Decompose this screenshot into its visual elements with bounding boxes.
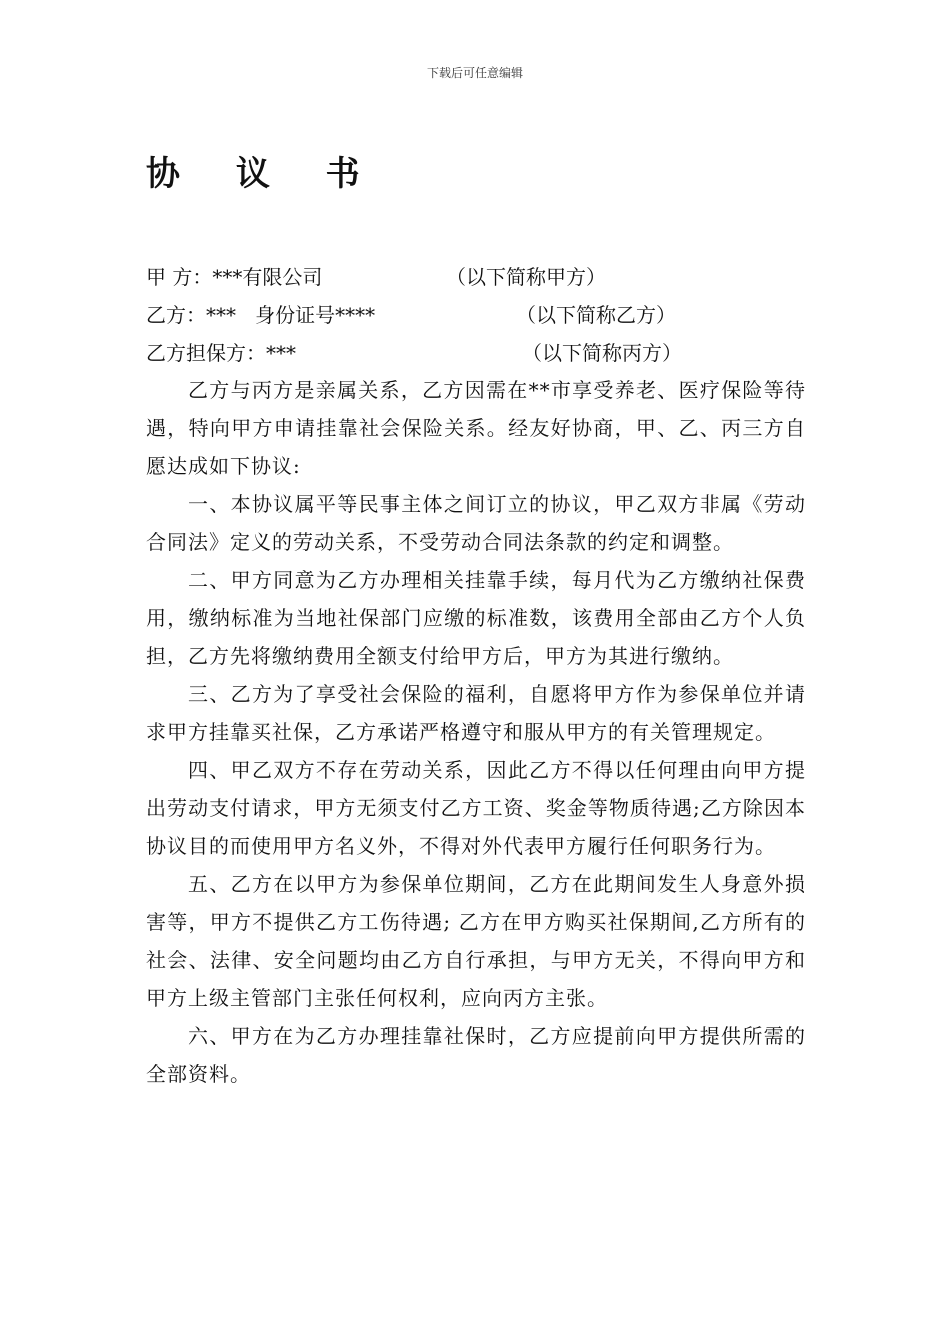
party-a-desc: （以下简称甲方） <box>446 265 606 289</box>
party-a-label: 甲 方：***有限公司 <box>146 265 323 289</box>
document-title: 协 议 书 <box>146 154 382 194</box>
agreement-body <box>146 371 806 1093</box>
clause-3: 三、乙方为了享受社会保险的福利，自愿将甲方作为参保单位并请求甲方挂靠买社保，乙方承诺严格遵守和服从甲方的有关管理规定。 <box>146 682 806 744</box>
intro-paragraph: 乙方与丙方是亲属关系，乙方因需在**市享受养老、医疗保险等待遇，特向甲方申请挂靠社会保险关系。经友好协商，甲、乙、丙三方自愿达成如下协议: <box>146 378 806 478</box>
party-c-desc: （以下简称丙方） <box>522 341 682 365</box>
party-a-line <box>146 258 606 296</box>
party-b-label: 乙方：*** 身份证号**** <box>146 303 376 327</box>
party-b-line <box>146 296 676 334</box>
party-c-label: 乙方担保方：*** <box>146 341 296 365</box>
party-b-desc: （以下简称乙方） <box>516 303 676 327</box>
clause-2: 二、甲方同意为乙方办理相关挂靠手续，每月代为乙方缴纳社保费用，缴纳标准为当地社保部门应缴的标准数，该费用全部由乙方个人负担，乙方先将缴纳费用全额支付给甲方后，甲方为其进行缴纳。 <box>146 568 806 668</box>
party-c-line <box>146 334 682 372</box>
clause-5: 五、乙方在以甲方为参保单位期间，乙方在此期间发生人身意外损害等，甲方不提供乙方工伤待遇; 乙方在甲方购买社保期间,乙方所有的社会、法律、安全问题均由乙方自行承担，与甲方无关，不得向甲方和甲方上级主管部门主张任何权利，应向丙方主张。 <box>146 872 806 1010</box>
clause-1: 一、本协议属平等民事主体之间订立的协议，甲乙双方非属《劳动合同法》定义的劳动关系，不受劳动合同法条款的约定和调整。 <box>146 492 806 554</box>
clause-4: 四、甲乙双方不存在劳动关系，因此乙方不得以任何理由向甲方提出劳动支付请求，甲方无须支付乙方工资、奖金等物质待遇;乙方除因本协议目的而使用甲方名义外，不得对外代表甲方履行任何职务行为。 <box>146 758 806 858</box>
header-note: 下载后可任意编辑 <box>426 66 523 80</box>
clause-6: 六、甲方在为乙方办理挂靠社保时，乙方应提前向甲方提供所需的全部资料。 <box>146 1024 806 1086</box>
